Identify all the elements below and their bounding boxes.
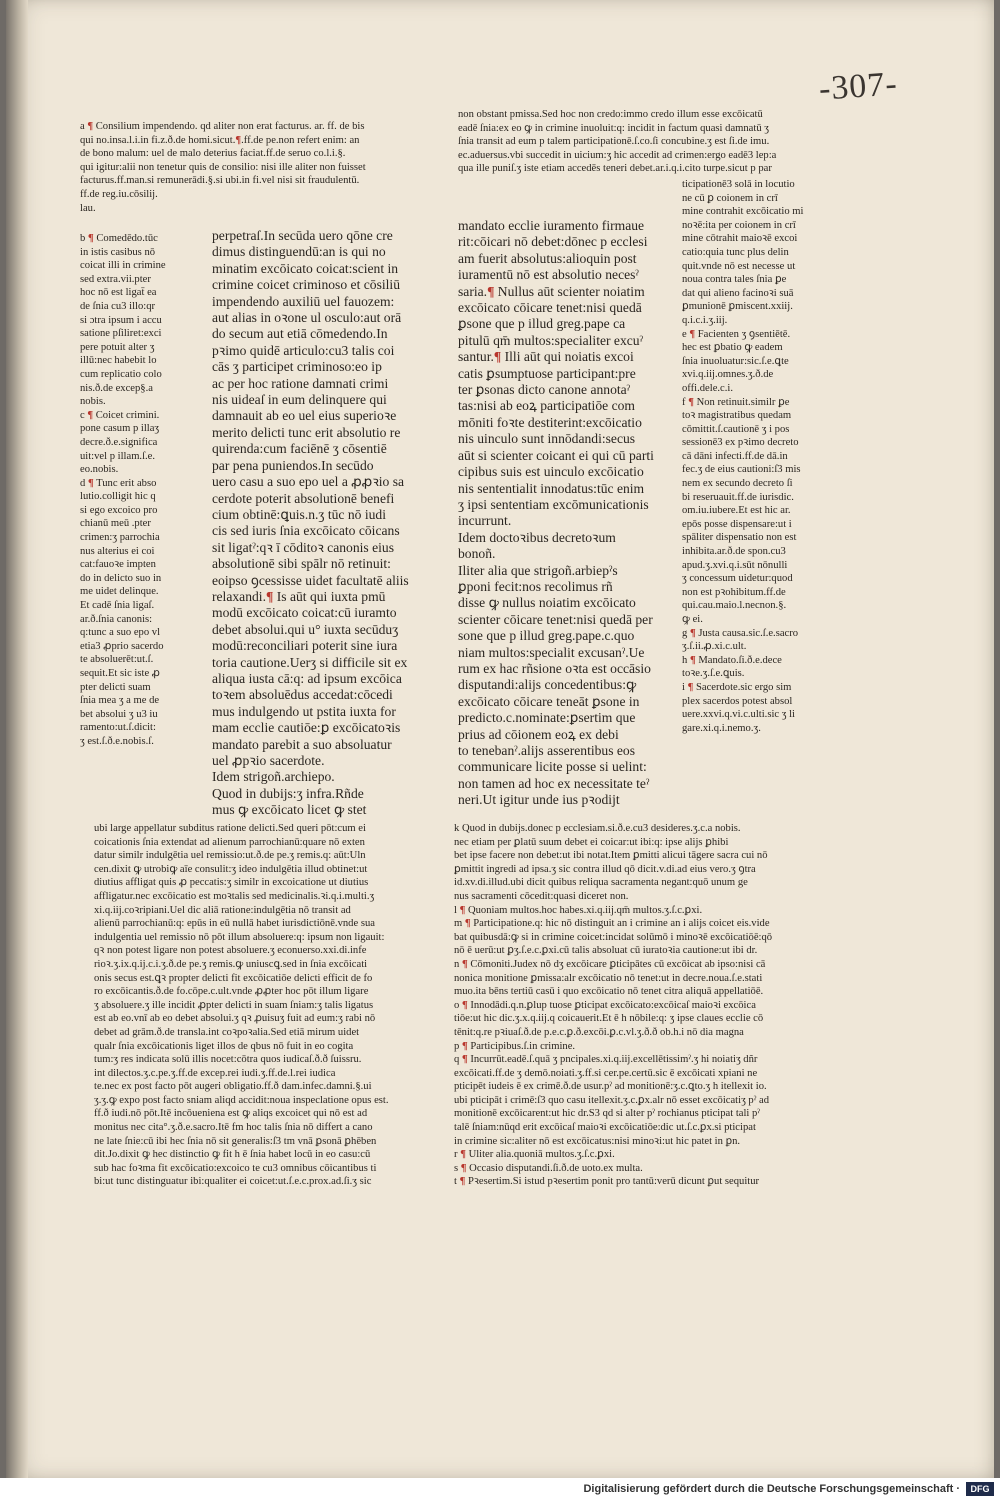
- gloss-margin-right-line: ʒ.ſ.ii.ꝓ.xi.c.ult.: [682, 641, 747, 653]
- gloss-bottom-left-line: qualr ſnia excōicationis liget illos de qbus nō fuit in eo cogita: [94, 1040, 354, 1052]
- main-text-right-line: Iliter alia que strigoñ.arbiepˀs: [458, 562, 618, 578]
- gloss-bottom-left-line: ʒ absoluere.ʒ ille incidit ꝓpter delicti in suam ſniam:ʒ talis ligatus: [94, 999, 374, 1011]
- main-text-right-line: sone que p illud greg.pape.c.quo: [458, 628, 635, 644]
- main-text-left-line: aut alias in oꝛone ul osculo:aut orā: [212, 310, 402, 326]
- main-text-right-line: catis ꝑsumptuose participant:pre: [458, 365, 636, 381]
- gloss-margin-left-line: d ¶ Tunc erit abso: [80, 477, 157, 489]
- gloss-bottom-right-line: nus sacramenti cōcedit:quasi diceret non.: [454, 890, 629, 902]
- gloss-bottom-left-line: coicationis ſnia extendat ad alienum parrochianū:quare nō exten: [94, 836, 365, 848]
- gloss-margin-right-line: uere.xxvi.q.vi.c.ulti.sic ʒ li: [682, 709, 795, 721]
- gloss-margin-left-line: pter delicti suam: [80, 681, 151, 693]
- main-text-right-line: cipibus suis est uinculo excōicatio: [458, 464, 644, 480]
- gloss-margin-left-line: q:tunc a suo epo vl: [80, 627, 161, 639]
- gloss-bottom-left: [94, 822, 449, 1189]
- gloss-bottom-left-line: ne late ſnie:cū ibi hec ſnia nō sit generalis:ſ3 tm vnā ꝑsonā ꝑhēben: [94, 1135, 377, 1147]
- main-text-left-line: quirenda:cum faciēnē ʒ cōsentiē: [212, 441, 387, 457]
- folio-number: -307-: [818, 65, 900, 108]
- gloss-top-left-line: lau.: [80, 202, 96, 214]
- gloss-bottom-left-line: rioꝛ.ʒ.ix.q.ij.c.i.ʒ.ð.de pe.ʒ remis.ꝙ uniuscꝗ.sed in ſnia excōicati: [94, 958, 368, 970]
- gloss-margin-right-line: h ¶ Mandato.ſi.ð.e.dece: [682, 654, 782, 666]
- book-binding-edge: [6, 0, 28, 1478]
- gloss-margin-right-line: ticipationē3 solā in locutio: [682, 179, 795, 190]
- gloss-margin-right-line: om.iu.iubere.Et est hic ar.: [682, 505, 791, 517]
- main-text-right-line: scienter cōicare tenet:nisi quedā per: [458, 611, 653, 627]
- main-text-right-line: mōniti foꝛte destiterint:excōicatio: [458, 414, 642, 430]
- gloss-bottom-left-line: debet ad grām.ð.de transla.int coꝛpoꝛalia.Sed etiā mirum uidet: [94, 1026, 360, 1038]
- gloss-bottom-left-line: dit.Jo.dixit ꝙ hec distinctio ꝙ fit h ē ſnia habet locū in eo casu:cū: [94, 1149, 371, 1161]
- gloss-margin-left-line: crimen:ʒ parrochia: [80, 532, 160, 544]
- gloss-margin-left-line: in istis casibus nō: [80, 246, 156, 258]
- gloss-bottom-left-line: ubi large appellatur subditus ratione delicti.Sed queri pōt:cum ei: [94, 823, 366, 834]
- gloss-bottom-right-line: tēnit:q.re pꝛiuaſ.ð.de p.e.c.ꝑ.ð.excōi.ꝑ.c.vl.ʒ.ð.ð ob.h.i nō dia magna: [454, 1026, 744, 1038]
- main-text-right-line: am fuerit absolutus:alioquin post: [458, 250, 637, 266]
- gloss-margin-right-line: toꝛ magistratibus quedam: [682, 410, 792, 422]
- main-text-right-line: ꝑsone que p illud greg.pape ca: [458, 316, 626, 332]
- gloss-margin-right-line: bi reseruauit.ff.de iurisdic.: [682, 491, 794, 503]
- gloss-top-right-line: non obstant pmissa.Sed hoc non credo:immo credo illum esse excōicatū: [458, 109, 763, 120]
- gloss-margin-left-line: pone casum p illaʒ: [80, 423, 160, 435]
- gloss-top-left-line: qui no.insa.l.i.in fi.z.ð.de homi.sicut.¶.ff.de pe.non refert enim: an: [80, 134, 360, 146]
- gloss-margin-right-line: e ¶ Facienten ʒ ꝯsentiētē.: [682, 328, 791, 340]
- gloss-margin-left-line: cum replicatio colo: [80, 368, 162, 380]
- main-text-left-line: toria cautione.Uerʒ si difficile sit ex: [212, 654, 408, 670]
- gloss-margin-left-line: te absoluerēt:ut.ſ.: [80, 654, 154, 666]
- gloss-bottom-right-line: pticipēt iudeis ē ex crimē.ð.de usur.pˀ ad monitionē:ʒ.c.ꝗto.ʒ h itellexit io.: [454, 1081, 767, 1093]
- main-text-left-line: crimine coicet criminoso et cōsiliū: [212, 277, 400, 293]
- gloss-bottom-left-line: est ab eo.vnī ab eo debet absolui.ʒ qꝛ ꝓuisuʒ fuit ad eum:ʒ rabi nō: [94, 1013, 376, 1025]
- gloss-top-right-line: eadē ſnia:ex eo ꝙ in crimine inuoluit:q: incidit in factum quasi damnatū ʒ: [458, 122, 769, 134]
- gloss-margin-left-line: chianū meū .pter: [80, 518, 151, 530]
- main-text-left-line: cium obtinē:ꝗuis.n.ʒ tūc nō iudi: [212, 506, 386, 522]
- main-text-right-line: excōicato cōicare tenet:nisi quedā: [458, 300, 642, 316]
- gloss-margin-right-line: g ¶ Justa causa.sic.ſ.e.sacro: [682, 627, 799, 639]
- gloss-bottom-right-line: bat quibusdā:ꝙ si in crimine coicet:incidat solūmō i minoꝛē excōicatiōē:qō: [454, 931, 773, 943]
- gloss-margin-right-line: mine contrahit excōicatio mi: [682, 206, 804, 218]
- gloss-bottom-right-line: nonica monitione ꝑmissa:alr excōicatio nō tenet:ut in decre.noua.ſ.e.stati: [454, 972, 763, 984]
- gloss-bottom-left-line: ʒ.ʒ.ꝙ expo post facto sniam aliqd accidit:noua inspeclatione opus est.: [94, 1094, 389, 1106]
- gloss-margin-left-line: Et cadē ſnia ligaſ.: [80, 600, 155, 612]
- main-text-left-line: mus indulgendo ut pstita iuxta for: [212, 703, 396, 719]
- gloss-margin-left-line: me uidet delinque.: [80, 586, 159, 598]
- gloss-bottom-right-line: p ¶ Participibus.ſ.in crimine.: [454, 1040, 576, 1052]
- gloss-margin-right-line: qui.cau.maio.l.necnon.§.: [682, 600, 787, 612]
- main-text-right-line: predicto.c.nominate:ꝑsertim que: [458, 710, 636, 726]
- gloss-margin-right-line: catio:quia tunc plus delin: [682, 246, 789, 258]
- main-text-left-line: eoipso ꝯcessisse uidet facultatē aliis: [212, 572, 409, 588]
- gloss-margin-right-line: xvi.q.iij.omnes.ʒ.ð.de: [682, 369, 774, 381]
- main-text-right-line: niam multos:specialit excusanˀ.Ue: [458, 644, 645, 660]
- main-text-left-line: mam ecclie cautiōe:ꝑ excōicatoꝛis: [212, 720, 401, 736]
- main-text-right-line: disputandi:alijs concedentibus:ꝙ: [458, 677, 637, 693]
- gloss-margin-left-line: nus alterius ei coi: [80, 545, 155, 557]
- gloss-bottom-right: [454, 822, 826, 1189]
- gloss-top-left-line: a ¶ Consilium impendendo. qd aliter non erat facturus. ar. ff. de bis: [80, 121, 365, 132]
- main-text-left-line: relaxandi.¶ Is aūt qui iuxta pmū: [212, 588, 386, 604]
- gloss-margin-left-line: nobis.: [80, 396, 106, 408]
- main-text-right-line: nis sententialit innodatus:tūc enim: [458, 480, 645, 496]
- gloss-bottom-left-line: indulgentia uel remissio nō pōt illum absoluere:q: ipsum non ligauit:: [94, 931, 385, 943]
- main-text-left-line: damnauit ab eo uel eius superioꝛe: [212, 408, 397, 424]
- gloss-margin-left-line: hoc nō est ligat̄ ea: [80, 287, 157, 299]
- gloss-margin-right-line: q.i.c.i.ʒ.iij.: [682, 314, 728, 326]
- gloss-top-left-line: ff.de reg.iu.cōsilij.: [80, 188, 158, 200]
- gloss-margin-left-line: si ego excoico pro: [80, 504, 158, 516]
- gloss-bottom-left-line: qꝛ non potest ligare non potest absoluere.ʒ econuerso.xxi.di.infe: [94, 945, 367, 957]
- main-text-right-line: disse ꝙ nullus noiatim excōicato: [458, 595, 636, 611]
- gloss-margin-left-line: uit:vel p illam.ſ.e.: [80, 450, 156, 462]
- gloss-bottom-left-line: diutius affligat quis ꝓ peccatis:ʒ similr in excoicatione ut diutius: [94, 877, 369, 889]
- gloss-margin-right-line: fec.ʒ de eius cautioni:ſ3 mis: [682, 464, 801, 476]
- main-text-left-line: debet absolui.qui u° iuxta secūduʒ: [212, 621, 399, 637]
- gloss-bottom-left-line: onis secus est.ꝗꝛ propter delicti fit excōicatiōe delicti efficit de fo: [94, 972, 373, 984]
- gloss-bottom-right-line: talē ſniam:nūqd erit excōicaſ maioꝛi excōicatiōe:dic ut.ſ.c.ꝑx.si pticipat: [454, 1122, 756, 1134]
- main-text-right-line: rit:cōicari nō debet:dōnec p ecclesi: [458, 234, 648, 250]
- gloss-bottom-left-line: xi.q.iij.coꝛripiani.Uel dic aliā ratione:indulgētia nō transit ad: [94, 904, 351, 916]
- footer-bar: [0, 1478, 1000, 1500]
- gloss-bottom-right-line: in crimine sic:aliter nō est excōicatus:nisi minoꝛi:ut hic patet in ꝑn.: [454, 1135, 741, 1147]
- gloss-top-left: [80, 120, 440, 215]
- gloss-top-left-line: de bono malum: uel de malo deterius faciat.ff.de seruo co.l.i.§.: [80, 148, 346, 160]
- gloss-margin-left-line: decre.ð.e.significa: [80, 436, 158, 448]
- gloss-margin-right-line: ne cū ꝑ coionem in crī: [682, 192, 778, 204]
- main-text-left-line: impendendo auxiliū uel fauozem:: [212, 293, 395, 309]
- main-text-left-line: cerdote poterit absolutionē benefi: [212, 490, 395, 506]
- gloss-bottom-left-line: ff.ð iudi.nō pōt.Itē incōueniena est ꝙ aliqs excoicet qui nō est ad: [94, 1108, 368, 1120]
- gloss-margin-left-line: etia3 ꝓprio sacerdo: [80, 640, 164, 652]
- gloss-margin-right-line: ꝑmunionē ꝑmiscent.xxiij.: [682, 301, 793, 313]
- gloss-top-right-line: ec.aduersus.vbi succedit in uicium:ʒ hic accedit ad crimen:ergo eadē3 lep:a: [458, 149, 777, 161]
- main-text-right-line: mandato ecclie iuramento firmaue: [458, 218, 645, 233]
- gloss-margin-left-line: bet absolui ʒ u3 iu: [80, 708, 158, 720]
- main-text-left-line: minatim excōicato coicat:scient in: [212, 260, 399, 276]
- main-text-right-line: nis uinculo sunt innōdandi:secus: [458, 431, 636, 447]
- gloss-bottom-left-line: monitus nec cita°.ʒ.ð.e.sacro.Itē fm hoc talis ſnia nō differt a cano: [94, 1122, 373, 1134]
- gloss-margin-left-line: si ɔtra ipsum i accu: [80, 314, 162, 326]
- gloss-bottom-right-line: s ¶ Occasio disputandi.ſi.ð.de uoto.ex multa.: [454, 1162, 643, 1174]
- main-text-right-line: non tamen ad hoc ex necessitate teˀ: [458, 775, 650, 791]
- gloss-margin-right-line: noua contra tales ſnia ꝑe: [682, 274, 787, 286]
- gloss-margin-right-line: hec est ꝑbatio ꝙ eadem: [682, 342, 783, 354]
- gloss-top-right: [458, 108, 818, 176]
- main-text-left-line: modū:reconciliari poterit sine iura: [212, 638, 398, 654]
- main-text-right-line: pitulū qm̄ multos:specialiter excuˀ: [458, 332, 643, 348]
- footer-credit-text: Digitalisierung gefördert durch die Deutsche Forschungsgemeinschaft ·: [583, 1483, 960, 1495]
- main-text-right-line: to tenebanˀ.alijs asserentibus eos: [458, 743, 636, 758]
- gloss-margin-left-line: pere potuit alter ʒ: [80, 341, 155, 353]
- main-text-left-line: par pena puniendos.In secūdo: [212, 457, 374, 473]
- gloss-margin-right-line: noꝛē:ita per coionem in crī: [682, 219, 796, 231]
- gloss-bottom-left-line: ro excōicantis.ð.de fo.cōpe.c.ult.vnde ꝓꝓter hoc pōt illum ligare: [94, 986, 369, 998]
- gloss-bottom-right-line: nō ē uerū:ut ꝑʒ.ſ.e.c.ꝑxi.cū talis absoluat cū iuratoꝛia cautione:ut ibi dr.: [454, 945, 758, 957]
- main-text-right-line: rum ex hac rñsione oꝛta est occāsio: [458, 660, 651, 676]
- gloss-margin-right-line: sessionē3 ex pꝛimo decreto: [682, 437, 799, 449]
- gloss-bottom-left-line: int dilectos.ʒ.c.pe.ʒ.ff.de excep.rei iudi.ʒ.ff.de.l.rei iudica: [94, 1067, 336, 1079]
- gloss-bottom-right-line: ubi pticipāt i crimē:ſ3 quo casu itellexit.ʒ.c.ꝑx.alr nō esset excōicatiʒ pˀ ad: [454, 1094, 769, 1106]
- gloss-top-right-line: ſnia transit ad eum p talem participationē.ſ.co.ſi concubine.ʒ est ſi.de imu.: [458, 136, 770, 148]
- gloss-bottom-right-line: muo.ita bēns tertiū casū i quo excōicatio nō tenet citra aliquā appellatiōē.: [454, 986, 764, 998]
- main-text-right-line: santur.¶ Illi aūt qui noiatis excoi: [458, 349, 634, 365]
- main-text-left-line: mus ꝙ excōicato licet ꝙ stet: [212, 802, 367, 818]
- main-text-left-line: mandato parebit a suo absoluatur: [212, 736, 392, 752]
- main-text-left-line: sit ligatˀ:qꝛ ī cōditoꝛ canonis eius: [212, 539, 395, 555]
- gloss-margin-column-right: [682, 178, 822, 735]
- gloss-margin-left-line: illū:nec habebit lo: [80, 355, 157, 367]
- main-text-right-line: bonoñ.: [458, 546, 496, 562]
- gloss-bottom-right-line: excōicati.ff.de ʒ demō.noiati.ʒ.ff.si cer.pe.certū.sic ē excōicati xpiani ne: [454, 1067, 758, 1079]
- gloss-bottom-right-line: k Quod in dubijs.donec p ecclesiam.si.ð.e.cu3 desideres.ʒ.c.a nobis.: [454, 823, 741, 834]
- gloss-margin-left-line: do in delicto suo in: [80, 572, 162, 584]
- main-text-left-line: do secum aut etiā cōmedendo.In: [212, 326, 388, 342]
- gloss-margin-left-line: lutio.colligit hic q: [80, 491, 156, 503]
- main-text-left-line: absolutionē sibi spālr nō retinuit:: [212, 556, 391, 572]
- main-text-right-line: ter ꝑsonas dicto canone annotaˀ: [458, 382, 631, 398]
- main-text-column-left: [212, 228, 442, 819]
- gloss-bottom-right-line: r ¶ Uliter alia.quoniā multos.ʒ.ſ.c.ꝑxi.: [454, 1149, 615, 1161]
- gloss-bottom-right-line: t ¶ Pꝛesertim.Si istud pꝛesertim ponit pro tantū:verū dicunt ꝑut sequitur: [454, 1176, 760, 1188]
- main-text-left-line: cis sed iuris ſnia excōicato cōicans: [212, 523, 400, 539]
- main-text-left-line: cās ʒ participet criminoso:eo ip: [212, 359, 382, 375]
- gloss-margin-right-line: apud.ʒ.xvi.q.i.sūt nōnulli: [682, 559, 788, 571]
- main-text-left-line: uero casu a suo epo uel a ꝓꝓꝛio sa: [212, 474, 405, 490]
- main-text-right-line: ꝑponi fecit:nos recolimus rñ: [458, 578, 613, 594]
- main-text-right-line: incurrunt.: [458, 513, 512, 529]
- gloss-margin-left-line: satione pſiliret:exci: [80, 328, 162, 340]
- gloss-top-left-line: qui igitur:alii non tenetur quis de consilio: nisi ille aliter non fuisset: [80, 161, 366, 173]
- gloss-margin-right-line: cā dāni infecti.ff.de dā.in: [682, 450, 788, 462]
- gloss-bottom-right-line: monitionē excōicarent:ut hic dr.S3 qd si alter pˀ rochianus pticipat tali pˀ: [454, 1108, 760, 1120]
- gloss-margin-left-line: b ¶ Comedēdo.tūc: [80, 233, 158, 244]
- main-text-left-line: Quod in dubijs:ʒ infra.Rñde: [212, 785, 364, 801]
- gloss-bottom-right-line: ꝑmittit ingredi ad ipsa.ʒ sic contra illud qō dicit.v.di.ad eius vero.ʒ ꝯtra: [454, 863, 756, 875]
- gloss-bottom-left-line: tum:ʒ res indicata solū illis nocet:cōtra quos iudicaſ.ð.ð ſuissru.: [94, 1054, 362, 1066]
- main-text-right-line: saria.¶ Nullus aūt scienter noiatim: [458, 283, 645, 299]
- main-text-column-right: [458, 218, 668, 809]
- main-text-right-line: ʒ ipsi sententiam excōmunicationis: [458, 496, 649, 512]
- main-text-left-line: perpetraſ.In secūda uero qōne cre: [212, 228, 393, 243]
- gloss-bottom-right-line: n ¶ Cōmoniti.Judex nō dʒ excōicare ꝑticipātes cū excōicat ab ipso:nisi cā: [454, 958, 766, 970]
- gloss-bottom-left-line: cen.dixit ꝙ utrobiꝙ aīe consulit:ʒ ideo indulgētia illud obtinet:ut: [94, 863, 368, 875]
- gloss-bottom-right-line: nec etiam per ꝑlatū suum debet ei coicar:ut ibi:q: ipse alijs ꝑhibi: [454, 836, 729, 848]
- main-text-left-line: nis uideaſ in eum delinquere qui: [212, 392, 387, 408]
- main-text-left-line: pꝛimo quidē articulo:cu3 talis coi: [212, 342, 395, 358]
- main-text-right-line: prius ad cōionem eoꝝ ex debi: [458, 726, 619, 742]
- main-text-right-line: iuramentū nō est absolutio necesˀ: [458, 267, 639, 283]
- gloss-bottom-right-line: q ¶ Incurrūt.eadē.ſ.quā ʒ pncipales.xi.q.iij.excellētissimˀ.ʒ hi noiatiʒ dñr: [454, 1054, 758, 1066]
- gloss-margin-right-line: offi.dele.c.i.: [682, 382, 733, 394]
- main-text-left-line: merito delicti tunc erit absolutio re: [212, 424, 401, 440]
- gloss-margin-right-line: quit.vnde nō est necesse ut: [682, 260, 796, 272]
- gloss-margin-left-line: ʒ est.ſ.ð.e.nobis.ſ.: [80, 735, 154, 747]
- gloss-margin-left-line: sed extra.vii.pter: [80, 273, 151, 285]
- main-text-left-line: toꝛem absoluēdus accedat:cōcedi: [212, 687, 393, 703]
- gloss-margin-right-line: gare.xi.q.i.nemo.ʒ.: [682, 722, 761, 734]
- gloss-margin-left-line: ar.ð.ſnia canonis:: [80, 613, 153, 625]
- gloss-margin-right-line: cōmittit.ſ.cautionē ʒ i pos: [682, 423, 790, 435]
- main-text-left-line: modū excōicato coicat:cū iuramto: [212, 605, 397, 621]
- gloss-bottom-right-line: o ¶ Innodādi.q.n.ꝑlup tuose ꝑticipat excōicato:excōicaſ maioꝛi excōica: [454, 999, 756, 1011]
- gloss-margin-left-line: de ſnia cu3 illo:qr: [80, 300, 156, 312]
- gloss-margin-right-line: ꝙ ei.: [682, 614, 703, 625]
- gloss-margin-left-line: ramento:ut.ſ.dicit:: [80, 722, 156, 734]
- gloss-margin-right-line: ſnia inuoluatur:sic.ſ.e.ꝗte: [682, 355, 789, 367]
- gloss-margin-right-line: epōs posse dispensare:ut i: [682, 518, 792, 530]
- gloss-bottom-left-line: sub hac foꝛma fit excōicatio:excoico te cu3 omnibus cōicantibus ti: [94, 1162, 377, 1174]
- main-text-right-line: neri.Ut igitur unde ius pꝛodijt: [458, 792, 620, 808]
- gloss-margin-right-line: f ¶ Non retinuit.similr ꝑe: [682, 396, 790, 408]
- main-text-right-line: communicare licite posse si uelint:: [458, 759, 647, 775]
- gloss-bottom-right-line: id.xv.di.illud.ubi dicit quibus reliqua sacramenta negant:quō unum ge: [454, 877, 748, 889]
- gloss-top-left-line: facturus.ff.man.si remunerādi.§.si ubi.in fi.vel nisi sit fraudulentū.: [80, 175, 360, 187]
- gloss-bottom-right-line: m ¶ Participatione.q: hic nō distinguit an i crimine an i alijs coicet eis.vide: [454, 918, 770, 930]
- gloss-bottom-right-line: l ¶ Quoniam multos.hoc habes.xi.q.iij.qm̄ multos.ʒ.ſ.c.ꝑxi.: [454, 904, 703, 916]
- gloss-margin-right-line: ʒ concessum uidetur:quod: [682, 573, 793, 585]
- gloss-bottom-right-line: bet ipse facere non debet:ut ibi notat.Item ꝑmitti alicui tāgere sacra cui nō: [454, 850, 768, 862]
- gloss-bottom-left-line: affligatur.nec excōicatio est moꝛtalis sed medicinalis.ꝛi.q.i.multi.ʒ: [94, 890, 375, 902]
- gloss-margin-column-left: [80, 232, 198, 749]
- main-text-right-line: Idem doctoꝛibus decretoꝛum: [458, 529, 616, 545]
- gloss-margin-right-line: non est pꝛohibitum.ff.de: [682, 586, 786, 598]
- gloss-bottom-left-line: bi:ut tunc distinguatur ibi:qualiter ei coicet:ut.ſ.e.c.prox.ad.ſi.ʒ sic: [94, 1176, 372, 1188]
- gloss-margin-right-line: spāliter dispensatio non est: [682, 532, 797, 544]
- main-text-left-line: dimus distinguendū:an is qui no: [212, 244, 386, 260]
- main-text-left-line: ac per hoc ratione damnati crimi: [212, 375, 389, 391]
- gloss-bottom-left-line: datur similr indulgētia uel remissio:ut.ð.de pe.ʒ remis.q: aūt:Uln: [94, 850, 366, 862]
- gloss-margin-left-line: sequit.Et sic iste ꝓ: [80, 668, 160, 679]
- gloss-bottom-right-line: tiōe:ut hic dic.ʒ.x.q.iij.q coicauerit.Et ē h nōbile:q: ʒ ipse claues ecclie cō: [454, 1013, 764, 1025]
- gloss-bottom-left-line: alienū parrochianū:q: epūs in eū nullā habet iurisdictiōnē.vnde sua: [94, 918, 375, 930]
- gloss-margin-right-line: nem ex secundo decreto ſi: [682, 478, 793, 490]
- main-text-left-line: Idem strigoñ.archiepo.: [212, 769, 335, 785]
- gloss-margin-right-line: dat qui alieno facinoꝛi suā: [682, 287, 794, 299]
- gloss-margin-left-line: ſnia mea ʒ a me de: [80, 695, 160, 707]
- gloss-margin-left-line: nis.ð.de excep§.a: [80, 382, 153, 394]
- gloss-margin-right-line: plex sacerdos potest absol: [682, 695, 793, 707]
- main-text-left-line: aliqua iusta cā:q: ad ipsum excōica: [212, 670, 402, 686]
- gloss-margin-right-line: inhibita.ar.ð.de spon.cu3: [682, 546, 786, 558]
- dfg-logo-icon: DFG: [966, 1482, 994, 1496]
- manuscript-page: [6, 0, 994, 1478]
- gloss-margin-left-line: c ¶ Coicet crimini.: [80, 409, 160, 421]
- gloss-margin-right-line: i ¶ Sacerdote.sic ergo sim: [682, 681, 792, 693]
- gloss-margin-left-line: eo.nobis.: [80, 464, 119, 476]
- main-text-right-line: tas:nisi ab eoꝝ participatiōe com: [458, 398, 635, 414]
- main-text-right-line: aūt si scienter coicant ei qui cū parti: [458, 447, 654, 463]
- gloss-margin-right-line: toꝛe.ʒ.ſ.e.ꝗuis.: [682, 668, 745, 680]
- gloss-bottom-left-line: te.nec ex post facto pōt augeri obligatio.ff.ð dam.infec.damni.§.ui: [94, 1081, 372, 1093]
- gloss-margin-left-line: coicat illi in crimine: [80, 260, 166, 272]
- gloss-top-right-line: qua ille puniſ.ʒ iste etiam accedēs teneri debet.ar.i.q.i.cito turpe.sicut p par: [458, 163, 772, 175]
- gloss-margin-left-line: cat:fauoꝛe impten: [80, 559, 156, 571]
- gloss-margin-right-line: mine cōtrahit maioꝛē excoi: [682, 233, 798, 245]
- main-text-right-line: excōicato cōicare teneāt ꝑsone in: [458, 693, 640, 709]
- main-text-left-line: uel ꝓpꝛio sacerdote.: [212, 753, 325, 768]
